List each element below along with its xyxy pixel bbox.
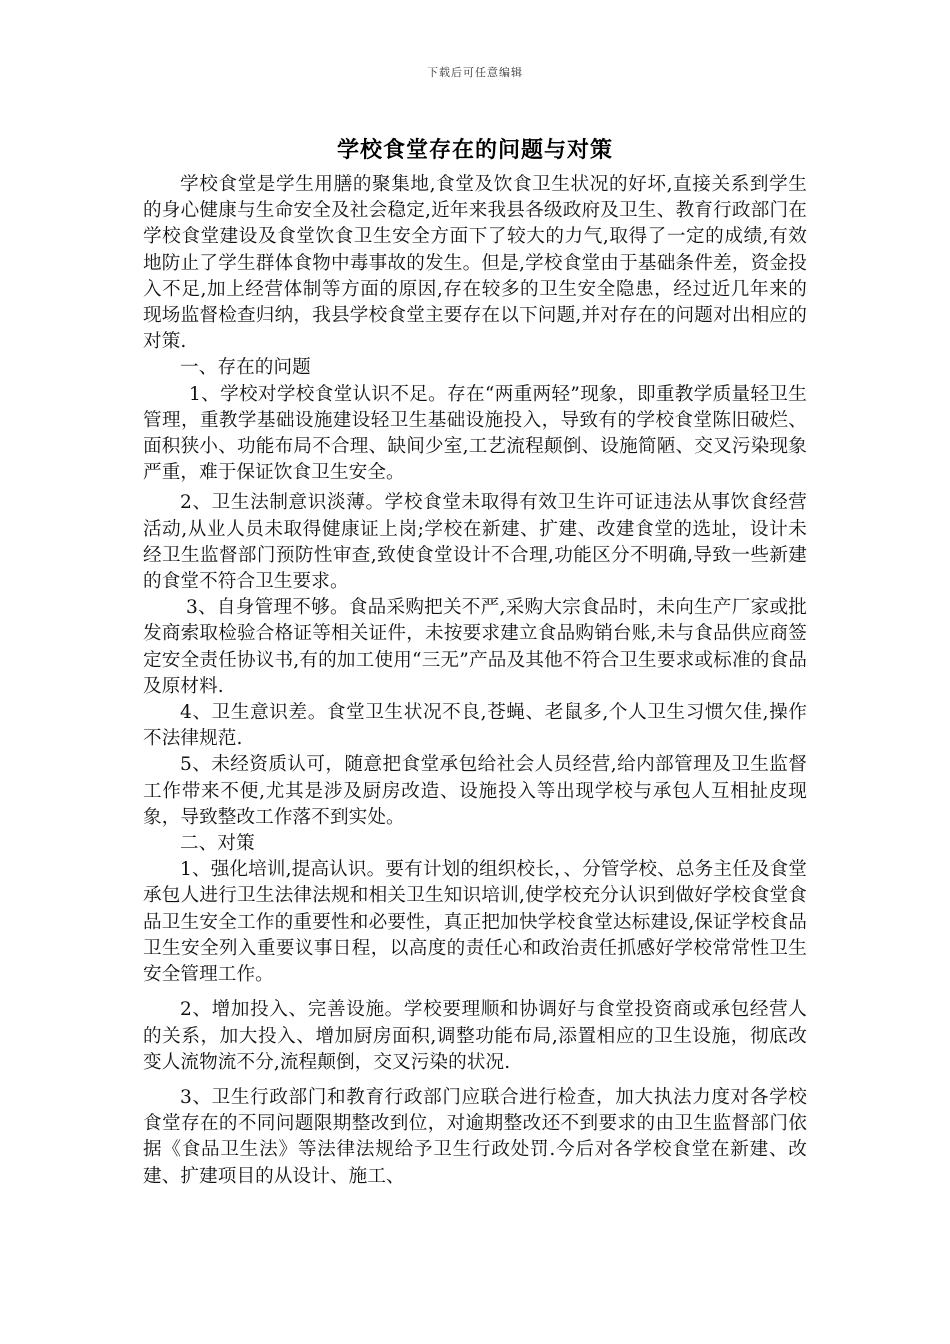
section-heading-problems: 一、存在的问题 (180, 357, 311, 379)
countermeasure-paragraph-2: 2、增加投入、完善设施。学校要理顺和协调好与食堂投资商或承包经营人的关系，加大投入、增加厨房面积,调整功能布局,添置相应的卫生设施，彻底改变人流物流不分,流程颠倒，交叉污染的状况. (143, 999, 807, 1073)
problem-paragraph-3: 3、自身管理不够。食品采购把关不严,采购大宗食品时，未向生产厂家或批发商索取检验合格证等相关证件，未按要求建立食品购销台账,未与食品供应商签定安全责任协议书,有的加工使用“三无”产品及其他不符合卫生要求或标准的食品及原材料. (143, 597, 807, 697)
problem-paragraph-5: 5、未经资质认可，随意把食堂承包给社会人员经营,给内部管理及卫生监督工作带来不便,尤其是涉及厨房改造、设施投入等出现学校与承包人互相扯皮现象，导致整改工作落不到实处。 (143, 754, 807, 828)
problem-paragraph-4: 4、卫生意识差。食堂卫生状况不良,苍蝇、老鼠多,个人卫生习惯欠佳,操作不法律规范. (143, 702, 807, 750)
problem-paragraph-1: 1、学校对学校食堂认识不足。存在“两重两轻”现象，即重教学质量轻卫生管理，重教学基础设施建设轻卫生基础设施投入，导致有的学校食堂陈旧破烂、面积狭小、功能布局不合理、缺间少室,工艺流程颠倒、设施简陋、交叉污染现象严重，难于保证饮食卫生安全。 (143, 383, 807, 484)
countermeasure-paragraph-3: 3、卫生行政部门和教育行政部门应联合进行检查，加大执法力度对各学校食堂存在的不同问题限期整改到位，对逾期整改还不到要求的由卫生监督部门依据《食品卫生法》等法律法规给予卫生行政处罚.今后对各学校食堂在新建、改建、扩建项目的从设计、施工、 (143, 1086, 807, 1187)
problem-paragraph-2: 2、卫生法制意识淡薄。学校食堂未取得有效卫生许可证违法从事饮食经营活动,从业人员未取得健康证上岗;学校在新建、扩建、改建食堂的选址，设计未经卫生监督部门预防性审查,致使食堂设计不合理,功能区分不明确,导致一些新建的食堂不符合卫生要求。 (143, 492, 807, 593)
header-note: 下载后可任意编辑 (427, 66, 523, 79)
intro-paragraph: 学校食堂是学生用膳的聚集地,食堂及饮食卫生状况的好坏,直接关系到学生的身心健康与生命安全及社会稳定,近年来我县各级政府及卫生、教育行政部门在学校食堂建设及食堂饮食卫生安全方面下了较大的力气,取得了一定的成绩,有效地防止了学生群体食物中毒事故的发生。但是,学校食堂由于基础条件差，资金投入不足,加上经营体制等方面的原因,存在较多的卫生安全隐患，经过近几年来的现场监督检查归纳，我县学校食堂主要存在以下问题,并对存在的问题对出相应的对策. (143, 174, 807, 353)
section-heading-countermeasures: 二、对策 (180, 833, 255, 855)
document-body (143, 172, 807, 1190)
document-title: 学校食堂存在的问题与对策 (336, 138, 613, 163)
countermeasure-paragraph-1: 1、强化培训,提高认识。要有计划的组织校长，、分管学校、总务主任及食堂承包人进行卫生法律法规和相关卫生知识培训,使学校充分认识到做好学校食堂食品卫生安全工作的重要性和必要性，真正把加快学校食堂达标建设,保证学校食品卫生安全列入重要议事日程，以高度的责任心和政治责任抓感好学校常常性卫生安全管理工作。 (143, 859, 807, 986)
